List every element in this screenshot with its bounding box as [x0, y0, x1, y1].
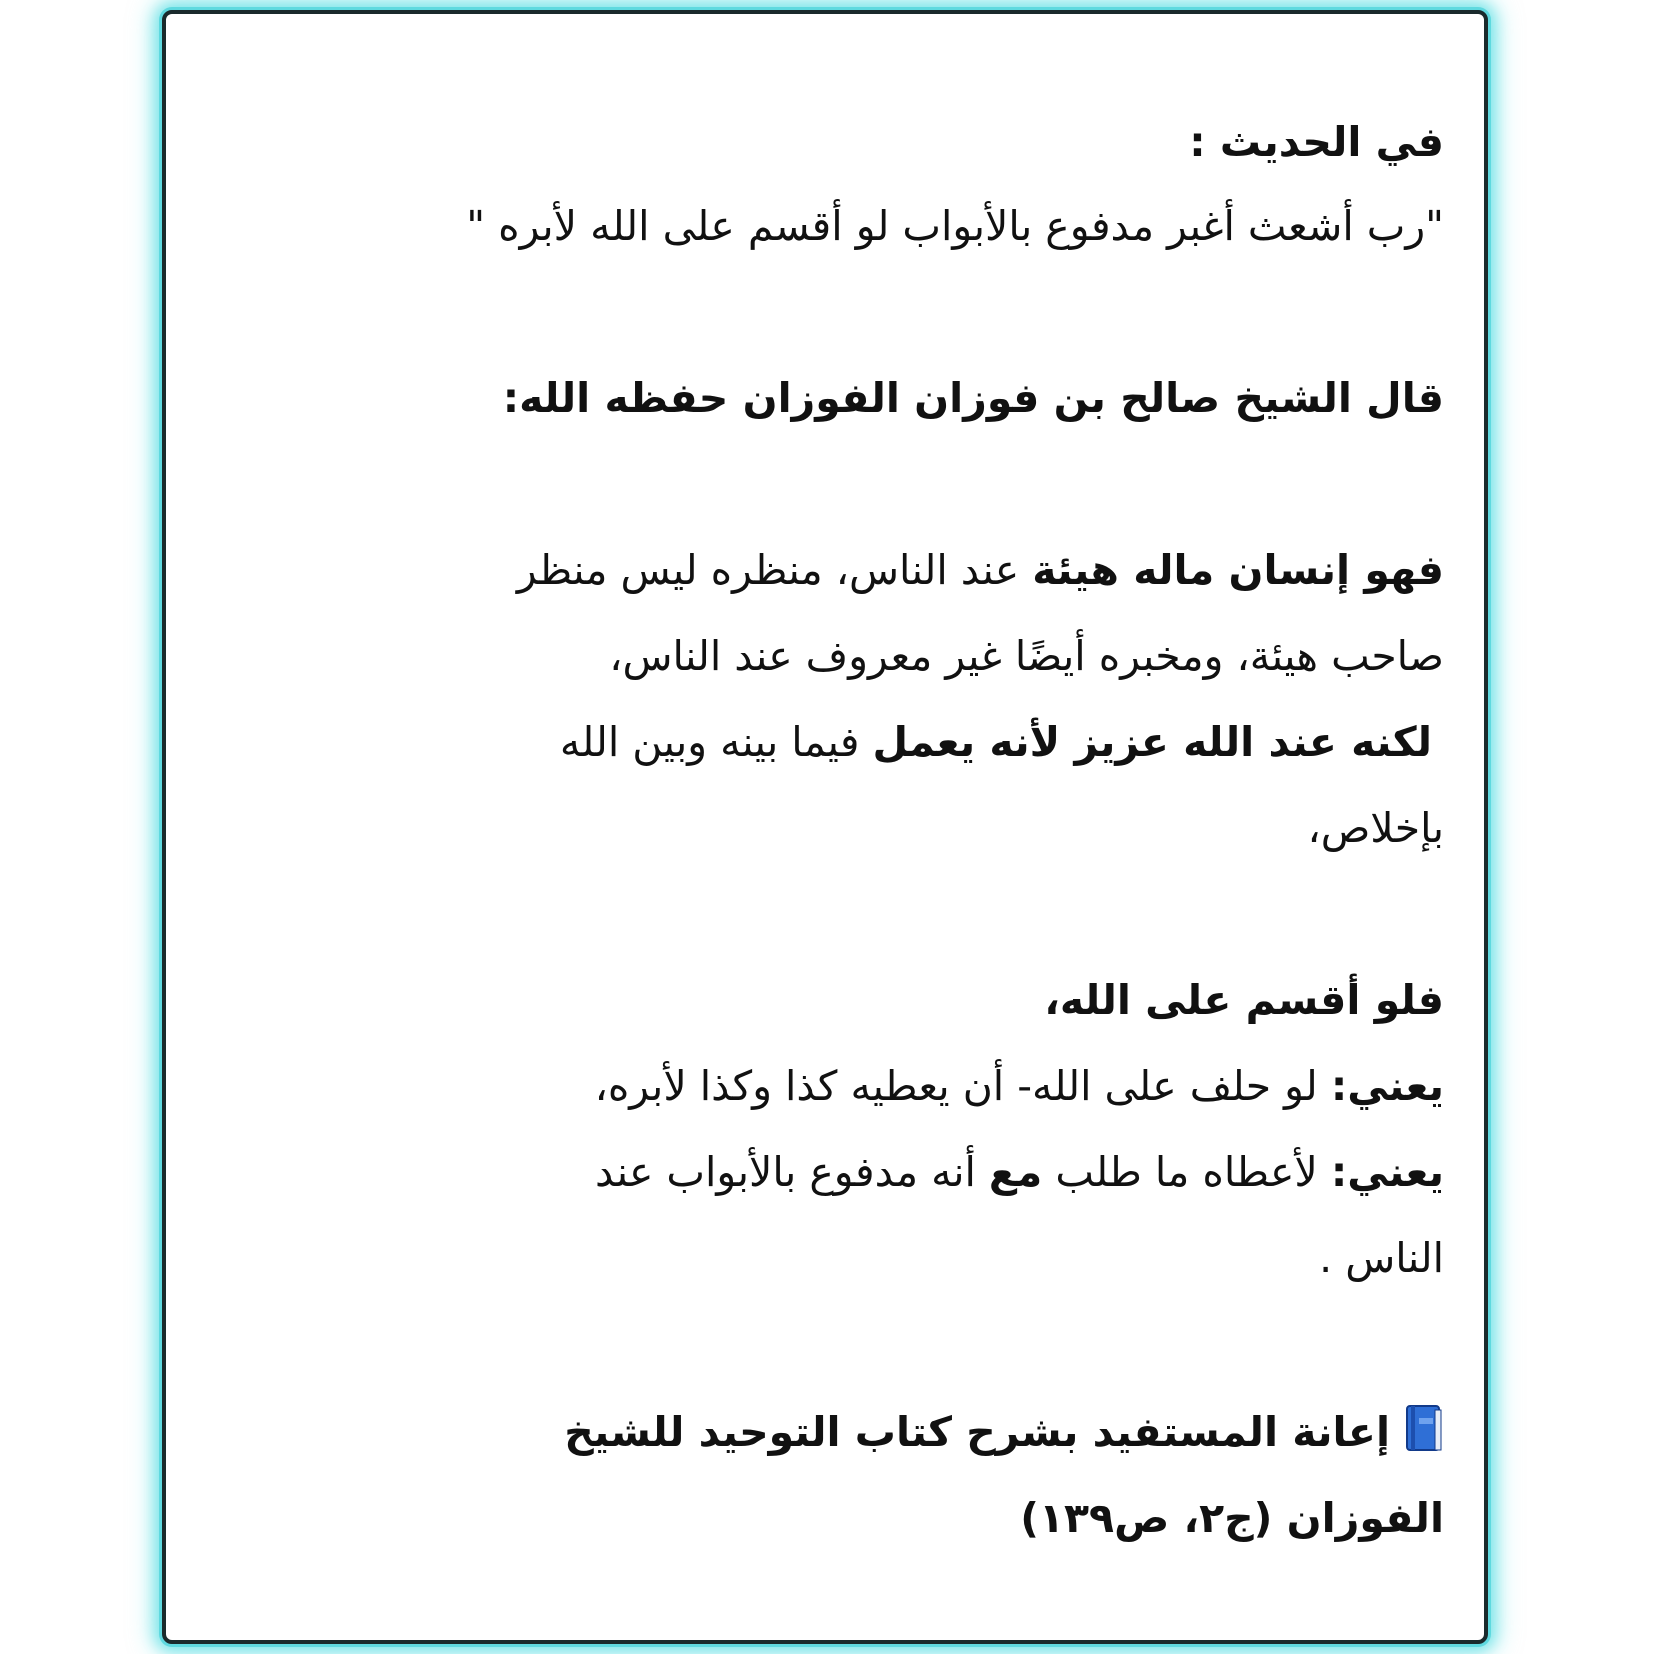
- para2-line3-mid: لأعطاه ما طلب: [1042, 1148, 1331, 1196]
- para2-line3-rest: أنه مدفوع بالأبواب عند: [595, 1148, 989, 1196]
- source-line2: الفوزان (ج٢، ص١٣٩): [1020, 1494, 1444, 1542]
- para2-line2-bold: يعني:: [1330, 1062, 1444, 1110]
- para2-line1: فلو أقسم على الله،: [1044, 976, 1444, 1024]
- para1-line4: بإخلاص،: [1307, 804, 1444, 852]
- blue-book-icon: [1404, 1404, 1444, 1454]
- hadith-text: "رب أشعث أغبر مدفوع بالأبواب لو أقسم على الله لأبره ": [466, 202, 1444, 250]
- para2-line2-rest: لو حلف على الله- أن يعطيه كذا وكذا لأبره،: [594, 1062, 1331, 1110]
- para2-line4: الناس .: [1319, 1234, 1444, 1282]
- para1-line1-rest: عند الناس، منظره ليس منظر: [516, 546, 1033, 594]
- sheikh-intro: قال الشيخ صالح بن فوزان الفوزان حفظه الله:: [502, 374, 1444, 422]
- para1-line3-bold: لكنه عند الله عزيز لأنه يعمل: [872, 718, 1432, 766]
- para2-line2: [595, 1056, 1444, 1116]
- para2-line3-bold: يعني:: [1330, 1148, 1444, 1196]
- hadith-heading: في الحديث :: [1189, 118, 1444, 166]
- para2-line3-bold2: مع: [988, 1148, 1043, 1196]
- para1-line1: [517, 540, 1444, 600]
- para1-line3-rest: فيما بينه وبين الله: [559, 718, 873, 766]
- para2-line3: [595, 1142, 1444, 1202]
- para1-line2: صاحب هيئة، ومخبره أيضًا غير معروف عند الناس،: [609, 632, 1444, 680]
- para1-line1-bold: فهو إنسان ماله هيئة: [1032, 546, 1444, 594]
- source-title: إعانة المستفيد بشرح كتاب التوحيد للشيخ: [564, 1408, 1390, 1456]
- para1-line3: [560, 712, 1432, 772]
- source-line1: [564, 1402, 1444, 1462]
